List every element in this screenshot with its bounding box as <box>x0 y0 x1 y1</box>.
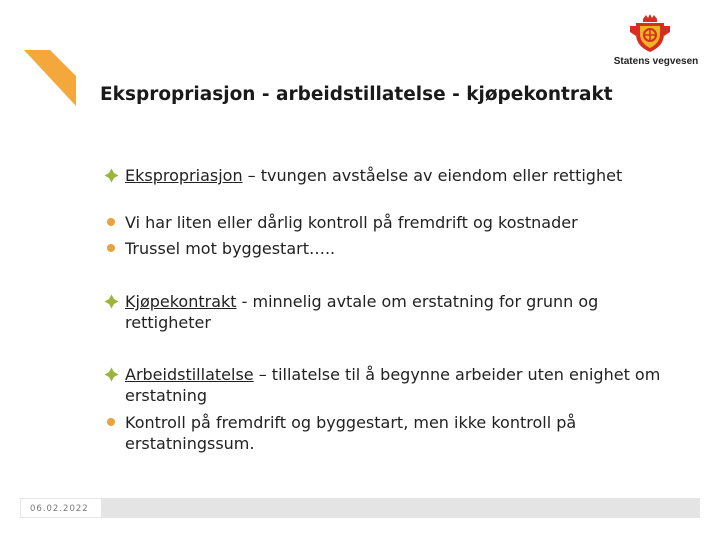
section-term: Kjøpekontrakt <box>125 292 237 311</box>
diamond-bullet-icon <box>104 367 119 382</box>
section-text <box>125 291 664 333</box>
section-term: Arbeidstillatelse <box>125 365 254 384</box>
diamond-bullet-icon <box>104 294 119 309</box>
section-term: Ekspropriasjon <box>125 166 243 185</box>
dot-bullet-icon <box>107 218 115 226</box>
dot-bullet-icon <box>107 244 115 252</box>
dot-bullet-icon <box>107 418 115 426</box>
section-kjopekontrakt <box>104 291 664 333</box>
section-ekspropriasjon <box>104 165 664 186</box>
road-sign-logo-icon <box>628 12 672 56</box>
point-item <box>104 212 664 233</box>
brand-logo <box>606 12 706 74</box>
point-text: Kontroll på fremdrift og byggestart, men ikke kontroll på erstatningssum. <box>125 413 577 453</box>
point-item <box>104 238 664 259</box>
point-text: Trussel mot byggestart….. <box>125 239 336 258</box>
section-definition: - minnelig avtale om erstatning for grunn og rettigheter <box>125 292 599 332</box>
slide-title: Ekspropriasjon - arbeidstillatelse - kjøpekontrakt <box>100 84 613 105</box>
footer-date: 06.02.2022 <box>30 504 89 514</box>
footer-bar <box>20 498 700 518</box>
section-text <box>125 165 664 186</box>
section-definition: – tvungen avståelse av eiendom eller rettighet <box>242 166 623 185</box>
section-text <box>125 364 664 406</box>
diamond-bullet-icon <box>104 168 119 183</box>
brand-name: Statens vegvesen <box>613 56 699 67</box>
section-definition: – tillatelse til å begynne arbeider uten enighet om erstatning <box>125 365 661 405</box>
point-text: Vi har liten eller dårlig kontroll på fremdrift og kostnader <box>125 213 578 232</box>
section-arbeidstillatelse <box>104 364 664 406</box>
point-item <box>104 412 664 454</box>
